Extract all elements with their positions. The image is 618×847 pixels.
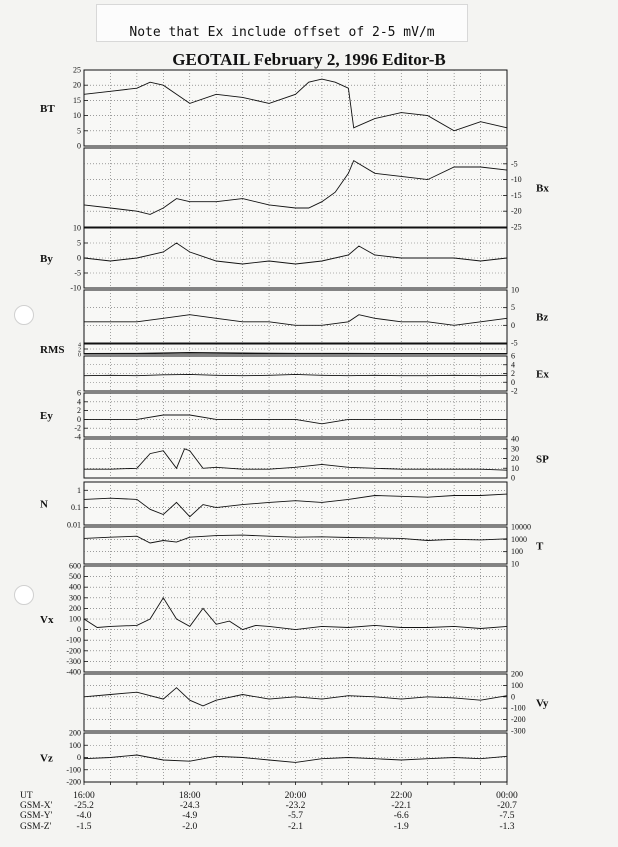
y-tick-label: 300 <box>69 593 81 603</box>
panel-label-vz: Vz <box>40 752 53 765</box>
orbit-value: -20.7 <box>497 801 517 811</box>
orbit-value: -2.0 <box>182 822 198 832</box>
y-tick-label: 2 <box>78 347 81 354</box>
y-tick-label: -200 <box>66 646 81 656</box>
y-tick-label: 400 <box>69 582 81 592</box>
orbit-value: -24.3 <box>179 801 200 811</box>
chart-title: GEOTAIL February 2, 1996 Editor-B <box>172 50 446 69</box>
panel-label-by: By <box>40 253 53 265</box>
panel-label-bz: Bz <box>536 311 549 324</box>
y-tick-label: 100 <box>69 614 81 624</box>
y-tick-label: 5 <box>77 238 81 248</box>
y-tick-label: -2 <box>74 423 81 433</box>
y-tick-label: 10 <box>511 559 519 569</box>
y-tick-label: 200 <box>69 728 81 738</box>
orbit-value: -2.1 <box>287 822 304 832</box>
y-tick-label: 100 <box>511 547 523 557</box>
y-tick-label: 0 <box>77 253 81 263</box>
y-tick-label: -5 <box>74 268 81 278</box>
y-tick-label: 40 <box>511 434 519 444</box>
y-tick-label: 10 <box>511 463 519 473</box>
orbit-value: -4.9 <box>182 811 198 821</box>
y-tick-label: -300 <box>511 726 526 736</box>
panel-label-n: N <box>40 498 48 511</box>
y-tick-label: 10000 <box>511 522 531 532</box>
y-tick-label: 0 <box>511 377 515 387</box>
y-tick-label: -100 <box>511 703 526 713</box>
orbit-value: -4.0 <box>76 811 92 821</box>
panel-label-vx: Vx <box>40 614 54 626</box>
orbit-value: -22.1 <box>391 801 412 811</box>
y-tick-label: 2 <box>77 406 81 416</box>
y-tick-label: 0 <box>511 320 515 330</box>
orbit-value: -1.9 <box>393 822 409 832</box>
panel-label-ey: Ey <box>40 410 53 422</box>
orbit-row-label: GSM-Y' <box>20 811 53 821</box>
y-tick-label: 4 <box>511 360 515 370</box>
y-tick-label: 100 <box>511 680 523 690</box>
panel-frame <box>84 70 507 146</box>
y-tick-label: 600 <box>69 561 81 571</box>
y-tick-label: 10 <box>511 285 519 295</box>
y-tick-label: 200 <box>69 603 81 613</box>
panel-label-sp: SP <box>536 453 549 466</box>
orbit-value: 18:00 <box>178 791 201 801</box>
y-tick-label: 10 <box>73 223 81 233</box>
y-tick-label: 30 <box>511 444 519 454</box>
panel-label-t: T <box>536 540 544 553</box>
orbit-value: -7.5 <box>499 811 515 821</box>
y-tick-label: -300 <box>66 656 81 666</box>
y-tick-label: -100 <box>66 635 81 645</box>
y-tick-label: 0 <box>511 473 515 483</box>
orbit-value: 20:00 <box>284 791 307 801</box>
panel-label-bt: BT <box>40 103 55 115</box>
y-tick-label: -5 <box>511 338 518 348</box>
y-tick-label: 25 <box>73 65 81 75</box>
orbit-value: -6.6 <box>393 811 409 821</box>
orbit-value: -23.2 <box>285 801 306 811</box>
panel-label-ex: Ex <box>536 368 549 381</box>
y-tick-label: 5 <box>511 303 515 313</box>
orbit-value: -5.7 <box>287 811 304 821</box>
y-tick-label: 0 <box>511 692 515 702</box>
y-tick-label: 15 <box>73 95 81 105</box>
orbit-value: 00:00 <box>496 791 518 801</box>
y-tick-label: 1000 <box>511 534 527 544</box>
orbit-value: 16:00 <box>73 791 95 801</box>
y-tick-label: 0.1 <box>71 503 81 513</box>
orbit-row-label: GSM-Z' <box>20 822 52 832</box>
y-tick-label: -100 <box>66 765 81 775</box>
y-tick-label: 0 <box>77 625 81 635</box>
y-tick-label: -10 <box>70 283 81 293</box>
orbit-row-label: GSM-X' <box>20 801 53 811</box>
y-tick-label: 200 <box>511 669 523 679</box>
y-tick-label: 1 <box>77 485 81 495</box>
y-tick-label: 10 <box>73 111 81 121</box>
y-tick-label: -400 <box>66 667 81 677</box>
orbit-value: -1.5 <box>76 822 92 832</box>
y-tick-label: 20 <box>511 454 519 463</box>
y-tick-label: 2 <box>511 369 515 378</box>
y-tick-label: 0.01 <box>67 520 81 530</box>
y-tick-label: 20 <box>73 80 81 90</box>
y-tick-label: -2 <box>511 386 518 396</box>
panel-label-vy: Vy <box>536 697 549 710</box>
orbit-row-label: UT <box>20 791 33 801</box>
y-tick-label: -15 <box>511 190 522 200</box>
y-tick-label: 0 <box>77 141 81 151</box>
y-tick-label: -200 <box>511 715 526 725</box>
y-tick-label: 0 <box>78 352 81 359</box>
y-tick-label: 6 <box>511 351 515 361</box>
y-tick-label: 4 <box>77 397 81 407</box>
y-tick-label: -5 <box>511 159 518 169</box>
y-tick-label: -25 <box>511 222 522 232</box>
y-tick-label: -200 <box>66 777 81 787</box>
y-tick-label: 100 <box>69 740 81 750</box>
orbit-value: -1.3 <box>499 822 515 832</box>
note-text: Note that Ex include offset of 2-5 mV/m <box>129 25 435 40</box>
y-tick-label: 0 <box>77 753 81 762</box>
y-tick-label: 6 <box>77 388 81 398</box>
y-tick-label: -20 <box>511 206 522 216</box>
panel-label-rms: RMS <box>40 344 65 356</box>
y-tick-label: 500 <box>69 572 81 582</box>
y-tick-label: 4 <box>78 342 81 349</box>
y-tick-label: 5 <box>77 126 81 136</box>
orbit-value: -25.2 <box>74 801 94 811</box>
y-tick-label: -10 <box>511 175 522 185</box>
panel-label-bx: Bx <box>536 182 549 195</box>
orbit-value: 22:00 <box>390 791 413 801</box>
y-tick-label: -4 <box>74 432 81 442</box>
y-tick-label: 0 <box>77 414 81 424</box>
